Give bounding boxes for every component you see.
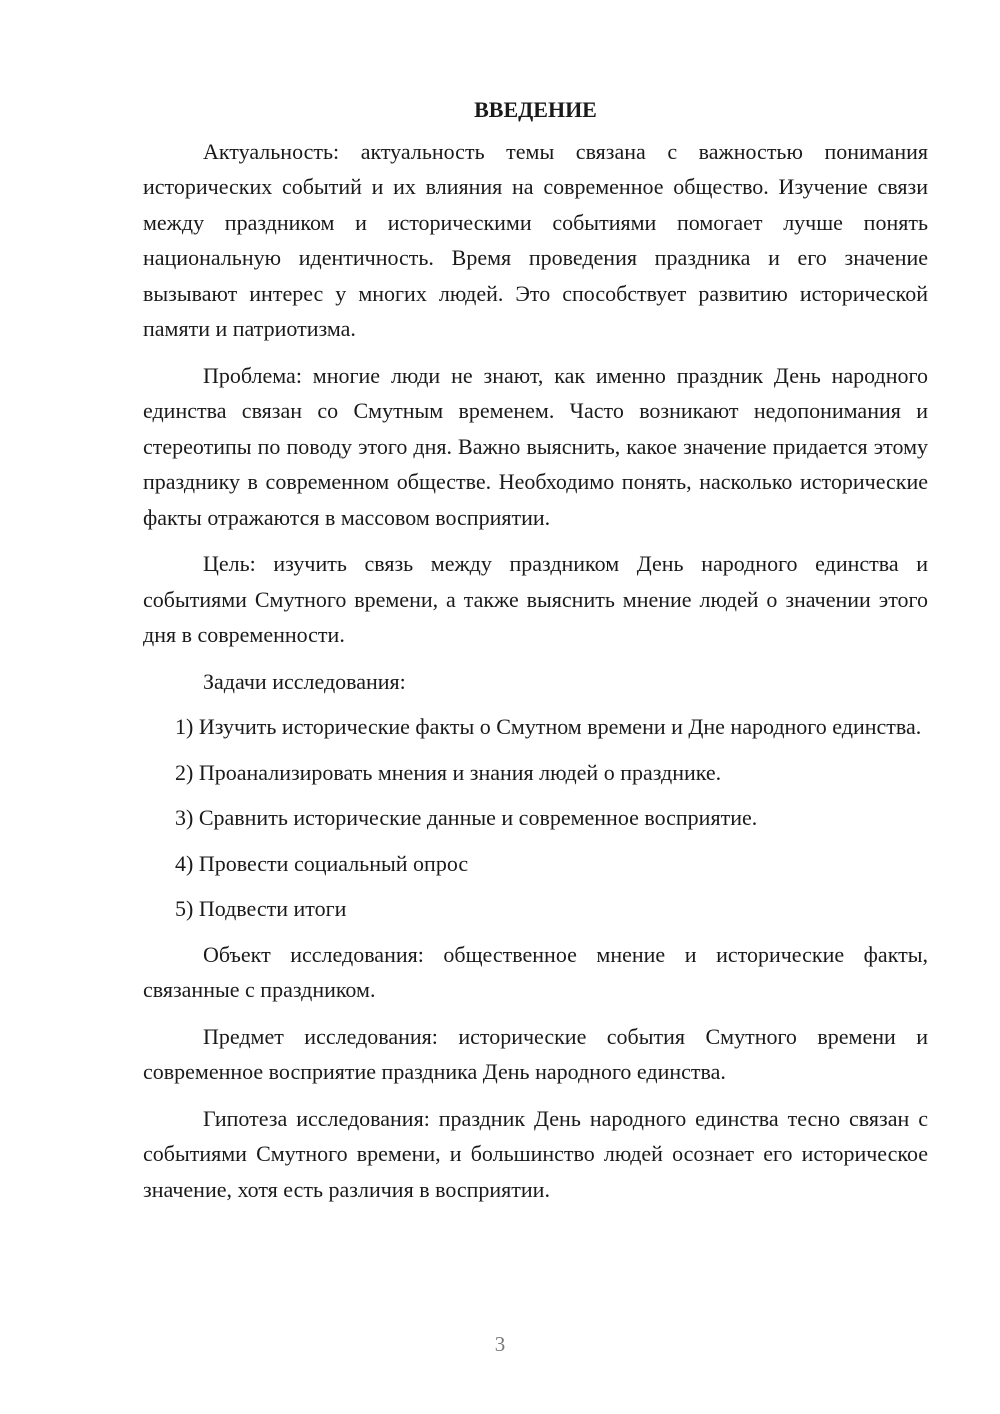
problem-paragraph: Проблема: многие люди не знают, как именно праздник День народного единства связан со Смутным временем. Часто возникают недопонимания и стереотипы по поводу этого дня. Важно выяснить, какое значение придается этому празднику в современном обществе. Необходимо понять, насколько исторические факты отражаются в массовом восприятии. xyxy=(143,362,928,530)
task-item: 3) Сравнить исторические данные и современное восприятие. xyxy=(175,805,758,830)
hypothesis-paragraph: Гипотеза исследования: праздник День народного единства тесно связан с событиями Смутного времени, и большинство людей осознает его историческое значение, хотя есть различия в восприятии. xyxy=(143,1105,928,1202)
page-number: 3 xyxy=(494,1332,506,1356)
subject-paragraph: Предмет исследования: исторические события Смутного времени и современное восприятие праздника День народного единства. xyxy=(143,1023,928,1084)
goal-paragraph: Цель: изучить связь между праздником День народного единства и событиями Смутного времени, а также выяснить мнение людей о значении этого дня в современности. xyxy=(143,551,928,647)
task-item: 5) Подвести итоги xyxy=(175,896,347,921)
tasks-list xyxy=(143,709,928,927)
task-item: 1) Изучить исторические факты о Смутном времени и Дне народного единства. xyxy=(175,714,922,739)
actuality-paragraph: Актуальность: актуальность темы связана с важностью понимания исторических событий и их влияния на современное общество. Изучение связи между праздником и историческими событиями помогает лучше понять национальную идентичность. Время проведения праздника и его значение вызывают интерес у многих людей. Это способствует развитию исторической памяти и патриотизма. xyxy=(143,138,928,341)
document-page xyxy=(143,92,928,1218)
task-item: 2) Проанализировать мнения и знания людей о празднике. xyxy=(175,759,722,785)
object-paragraph: Объект исследования: общественное мнение и исторические факты, связанные с праздником. xyxy=(143,941,928,1002)
task-item: 4) Провести социальный опрос xyxy=(175,850,469,876)
tasks-title: Задачи исследования: xyxy=(203,668,406,694)
section-heading: ВВЕДЕНИЕ xyxy=(474,97,597,122)
